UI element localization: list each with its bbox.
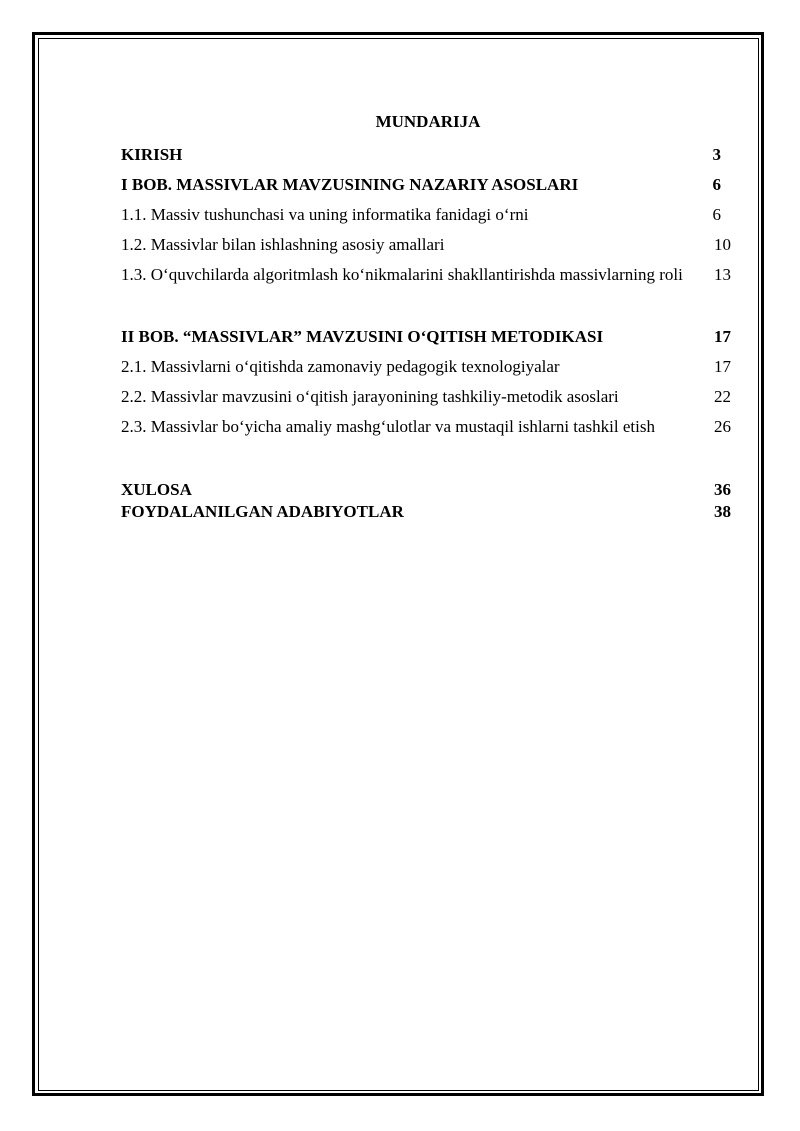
- toc-entry-kirish: [121, 145, 731, 165]
- toc-entry-label: 2.3. Massivlar bo‘yicha amaliy mashg‘ulotlar va mustaqil ishlarni tashkil etish: [121, 417, 655, 436]
- toc-entry-2-1: [121, 357, 731, 377]
- toc-entry-2-3: [121, 411, 731, 442]
- toc-entry-page: 17: [714, 327, 731, 346]
- toc-entry-page: 26: [714, 417, 731, 436]
- toc-entry-label: XULOSA: [121, 480, 192, 499]
- toc-entry-page: 6: [712, 175, 721, 194]
- toc-entry-chapter-1: [121, 175, 731, 195]
- toc-entry-label: 1.1. Massiv tushunchasi va uning informatika fanidagi o‘rni: [121, 205, 529, 224]
- toc-entry-page: 6: [712, 205, 721, 224]
- toc-entry-1-1: [121, 205, 731, 225]
- toc-entry-adabiyotlar: [121, 502, 731, 522]
- toc-entry-label: 1.2. Massivlar bilan ishlashning asosiy amallari: [121, 235, 445, 254]
- toc-entry-1-2: [121, 235, 731, 255]
- toc-entry-1-3: [121, 259, 731, 290]
- toc-entry-label: 2.1. Massivlarni o‘qitishda zamonaviy pedagogik texnologiyalar: [121, 357, 560, 376]
- toc-entry-label: 2.2. Massivlar mavzusini o‘qitish jarayonining tashkiliy-metodik asoslari: [121, 387, 619, 406]
- toc-entry-page: 36: [714, 480, 731, 499]
- toc-entry-label: 1.3. O‘quvchilarda algoritmlash ko‘nikmalarini shakllantirishda massivlarning roli: [121, 265, 683, 284]
- toc-entry-page: 3: [712, 145, 721, 164]
- page-border-inner: [38, 38, 759, 1091]
- toc-entry-page: 10: [714, 235, 731, 254]
- toc-entry-page: 13: [714, 265, 731, 284]
- toc-entry-page: 17: [714, 357, 731, 376]
- toc-entry-chapter-2: [121, 327, 731, 347]
- toc-entry-page: 22: [714, 387, 731, 406]
- toc-entry-label: KIRISH: [121, 145, 183, 164]
- toc-entry-label: I BOB. MASSIVLAR MAVZUSINING NAZARIY ASOSLARI: [121, 175, 579, 194]
- toc-entry-page: 38: [714, 502, 731, 521]
- toc-title: MUNDARIJA: [375, 112, 481, 131]
- toc-entry-2-2: [121, 387, 731, 407]
- toc-entry-label: FOYDALANILGAN ADABIYOTLAR: [121, 502, 404, 521]
- toc-entry-label: II BOB. “MASSIVLAR” MAVZUSINI O‘QITISH METODIKASI: [121, 327, 604, 346]
- toc-entry-xulosa: [121, 480, 731, 500]
